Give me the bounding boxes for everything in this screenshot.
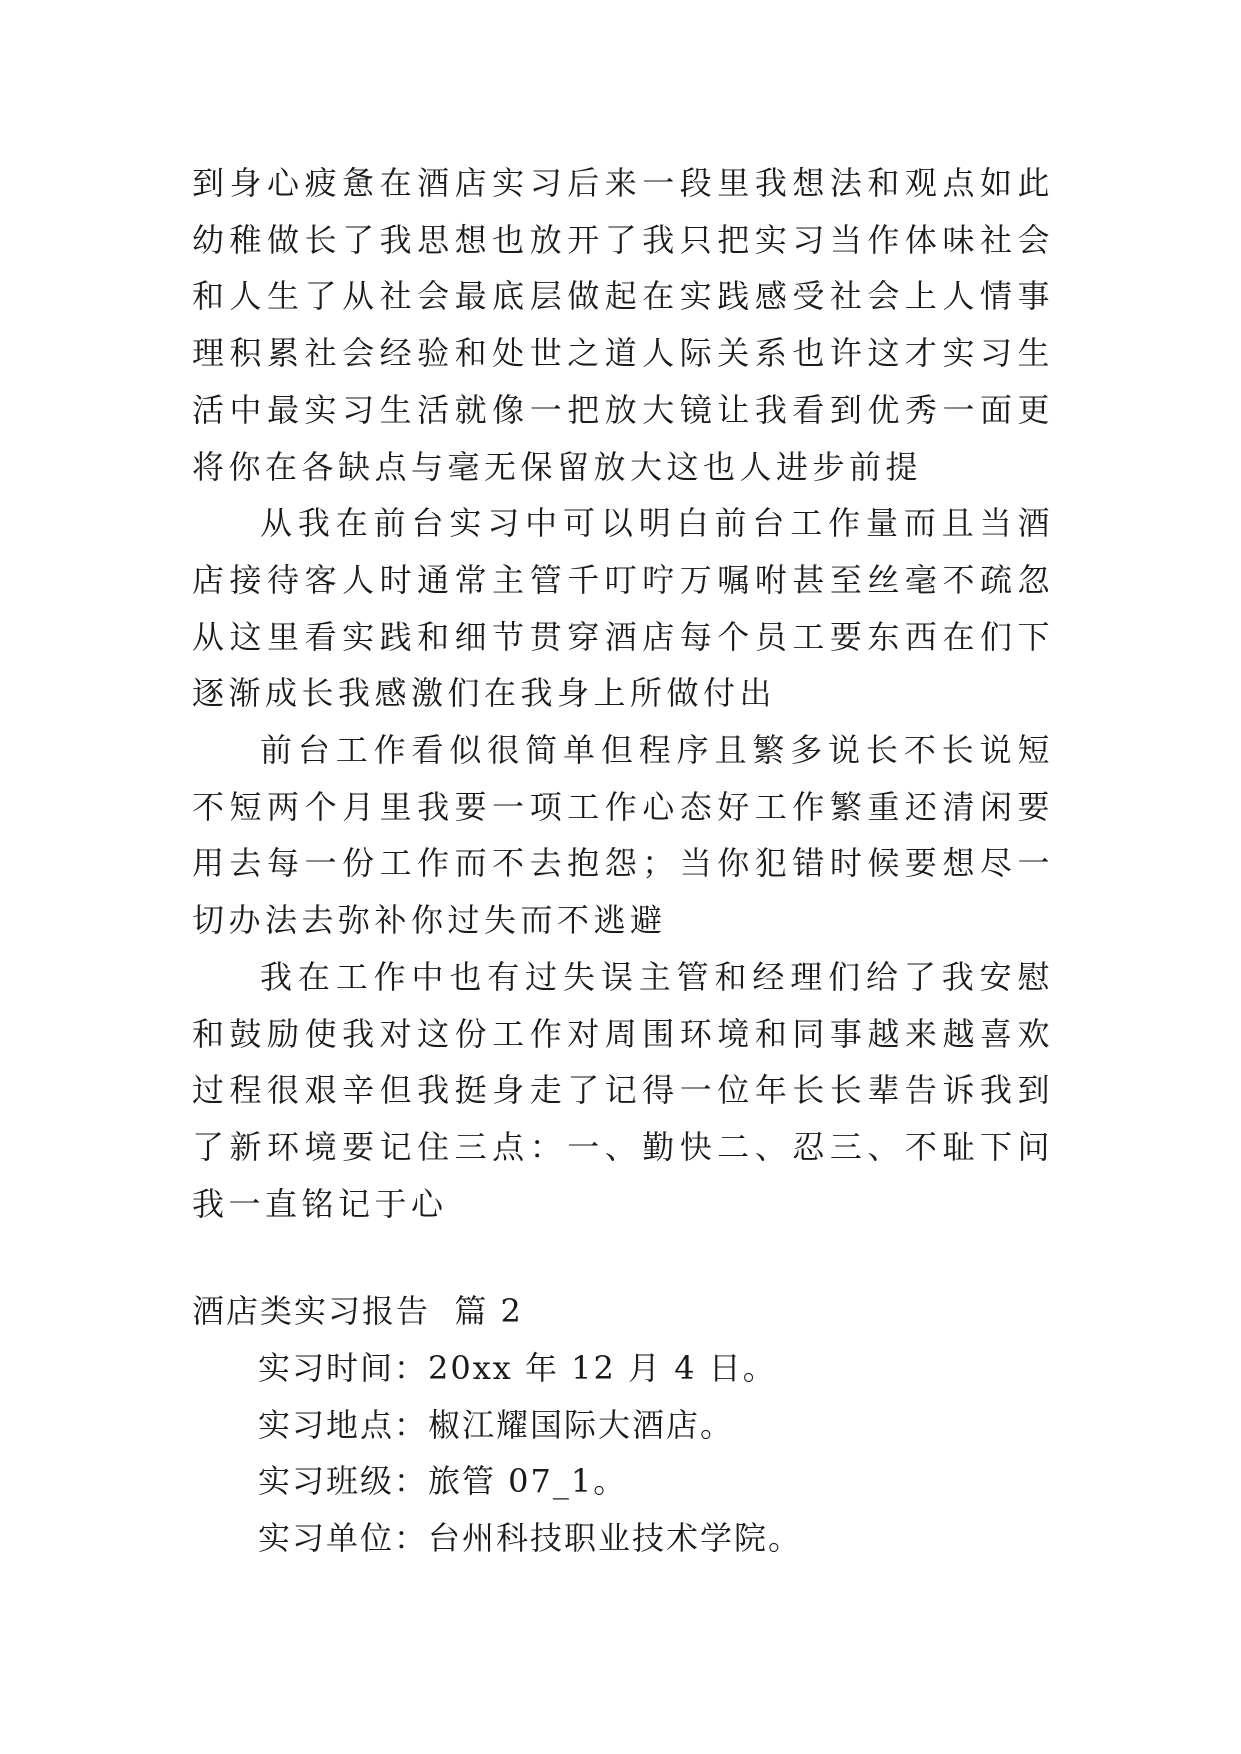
document-body	[192, 155, 1054, 1567]
body-paragraph-4: 我在工作中也有过失误主管和经理们给了我安慰和鼓励使我对这份工作对周围环境和同事越来越喜欢过程很艰辛但我挺身走了记得一位年长长辈告诉我到了新环境要记住三点：一、勤快二、忍三、不耻下问我一直铭记于心	[192, 957, 1054, 1223]
info-internship-time: 实习时间：20xx 年 12 月 4 日。	[258, 1349, 777, 1388]
info-internship-location: 实习地点：椒江耀国际大酒店。	[258, 1405, 735, 1444]
info-internship-class: 实习班级：旅管 07_1。	[258, 1462, 628, 1501]
info-internship-unit: 实习单位：台州科技职业技术学院。	[258, 1519, 803, 1558]
body-paragraph-3: 前台工作看似很简单但程序且繁多说长不长说短不短两个月里我要一项工作心态好工作繁重还清闲要用去每一份工作而不去抱怨；当你犯错时候要想尽一切办法去弥补你过失而不逃避	[192, 731, 1054, 940]
body-paragraph-2: 从我在前台实习中可以明白前台工作量而且当酒店接待客人时通常主管千叮咛万嘱咐甚至丝毫不疏忽从这里看实践和细节贯穿酒店每个员工要东西在们下逐渐成长我感激们在我身上所做付出	[192, 504, 1054, 713]
section-title: 酒店类实习报告 篇 2	[192, 1292, 523, 1331]
body-paragraph-1: 到身心疲惫在酒店实习后来一段里我想法和观点如此幼稚做长了我思想也放开了我只把实习当作体味社会和人生了从社会最底层做起在实践感受社会上人情事理积累社会经验和处世之道人际关系也许这才实习生活中最实习生活就像一把放大镜让我看到优秀一面更将你在各缺点与毫无保留放大这也人进步前提	[192, 164, 1054, 486]
